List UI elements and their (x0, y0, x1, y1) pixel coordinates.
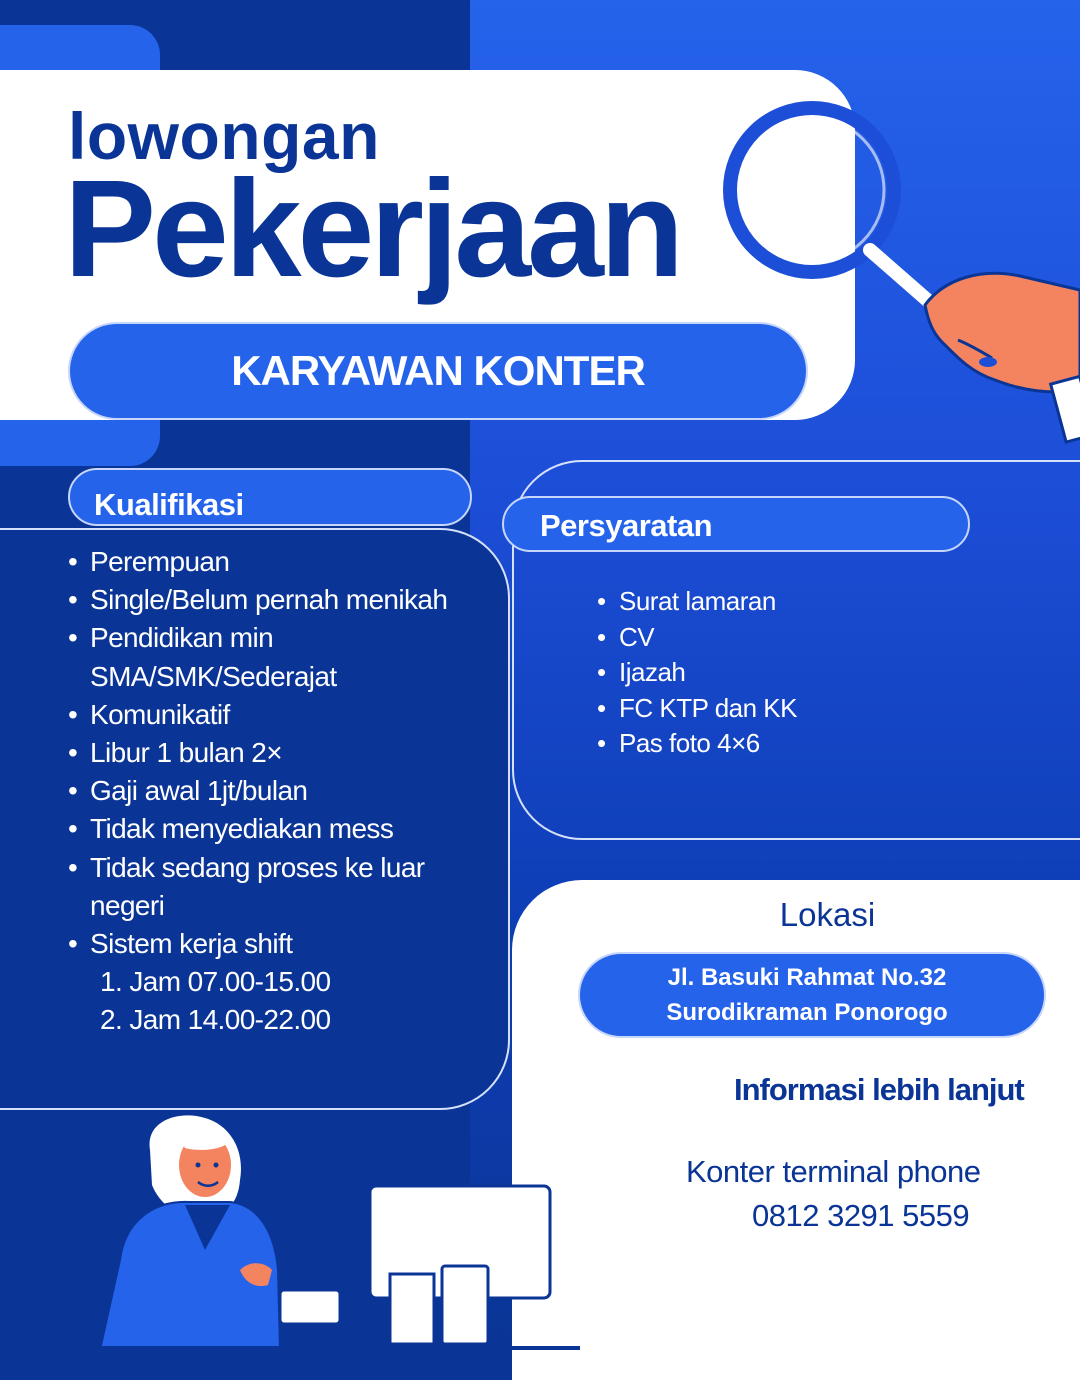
position-pill: KARYAWAN KONTER (68, 322, 808, 420)
title-lowongan: lowongan (68, 99, 380, 173)
list-item: • Tidak sedang proses ke luar negeri (68, 851, 425, 921)
persyaratan-list (597, 584, 797, 762)
list-item: • FC KTP dan KK (597, 692, 797, 723)
lokasi-label: Lokasi (779, 896, 876, 933)
title-pekerjaan: Pekerjaan (64, 152, 681, 306)
list-item: • Ijazah (597, 657, 686, 688)
list-item: • Tidak menyediakan mess (68, 813, 394, 845)
kualifikasi-list (68, 543, 498, 1040)
shift-list (90, 963, 498, 1039)
address-line-1: Jl. Basuki Rahmat No.32 (667, 964, 947, 991)
kualifikasi-heading: Kualifikasi (68, 468, 472, 526)
persyaratan-heading: Persyaratan (502, 496, 970, 552)
shift-item: 2. Jam 14.00-22.00 (100, 1004, 331, 1036)
list-item: • Sistem kerja shift 1. Jam 07.00-15.00 2. Jam 14.00-22.00 (68, 925, 498, 1040)
list-item: • Komunikatif (68, 698, 230, 730)
info-label: Informasi lebih lanjut (734, 1072, 1024, 1107)
list-item: • Libur 1 bulan 2× (68, 737, 283, 769)
woman-at-computer-illustration (90, 1110, 580, 1350)
contact-phone: 0812 3291 5559 (752, 1198, 970, 1233)
magnifying-glass-icon (720, 90, 1080, 450)
list-item: • CV (597, 621, 655, 652)
list-item: • Gaji awal 1jt/bulan (68, 775, 308, 807)
list-item: • Single/Belum pernah menikah (68, 584, 448, 616)
address-line-2: Surodikraman Ponorogo (666, 999, 948, 1026)
list-item: • Perempuan (68, 546, 230, 577)
list-item: • Pendidikan min SMA/SMK/Sederajat (68, 622, 337, 692)
contact-name: Konter terminal phone (686, 1154, 981, 1189)
list-item: • Surat lamaran (597, 586, 776, 616)
list-item: • Pas foto 4×6 (597, 728, 760, 759)
address-pill (578, 952, 1046, 1038)
shift-item: 1. Jam 07.00-15.00 (100, 966, 331, 998)
